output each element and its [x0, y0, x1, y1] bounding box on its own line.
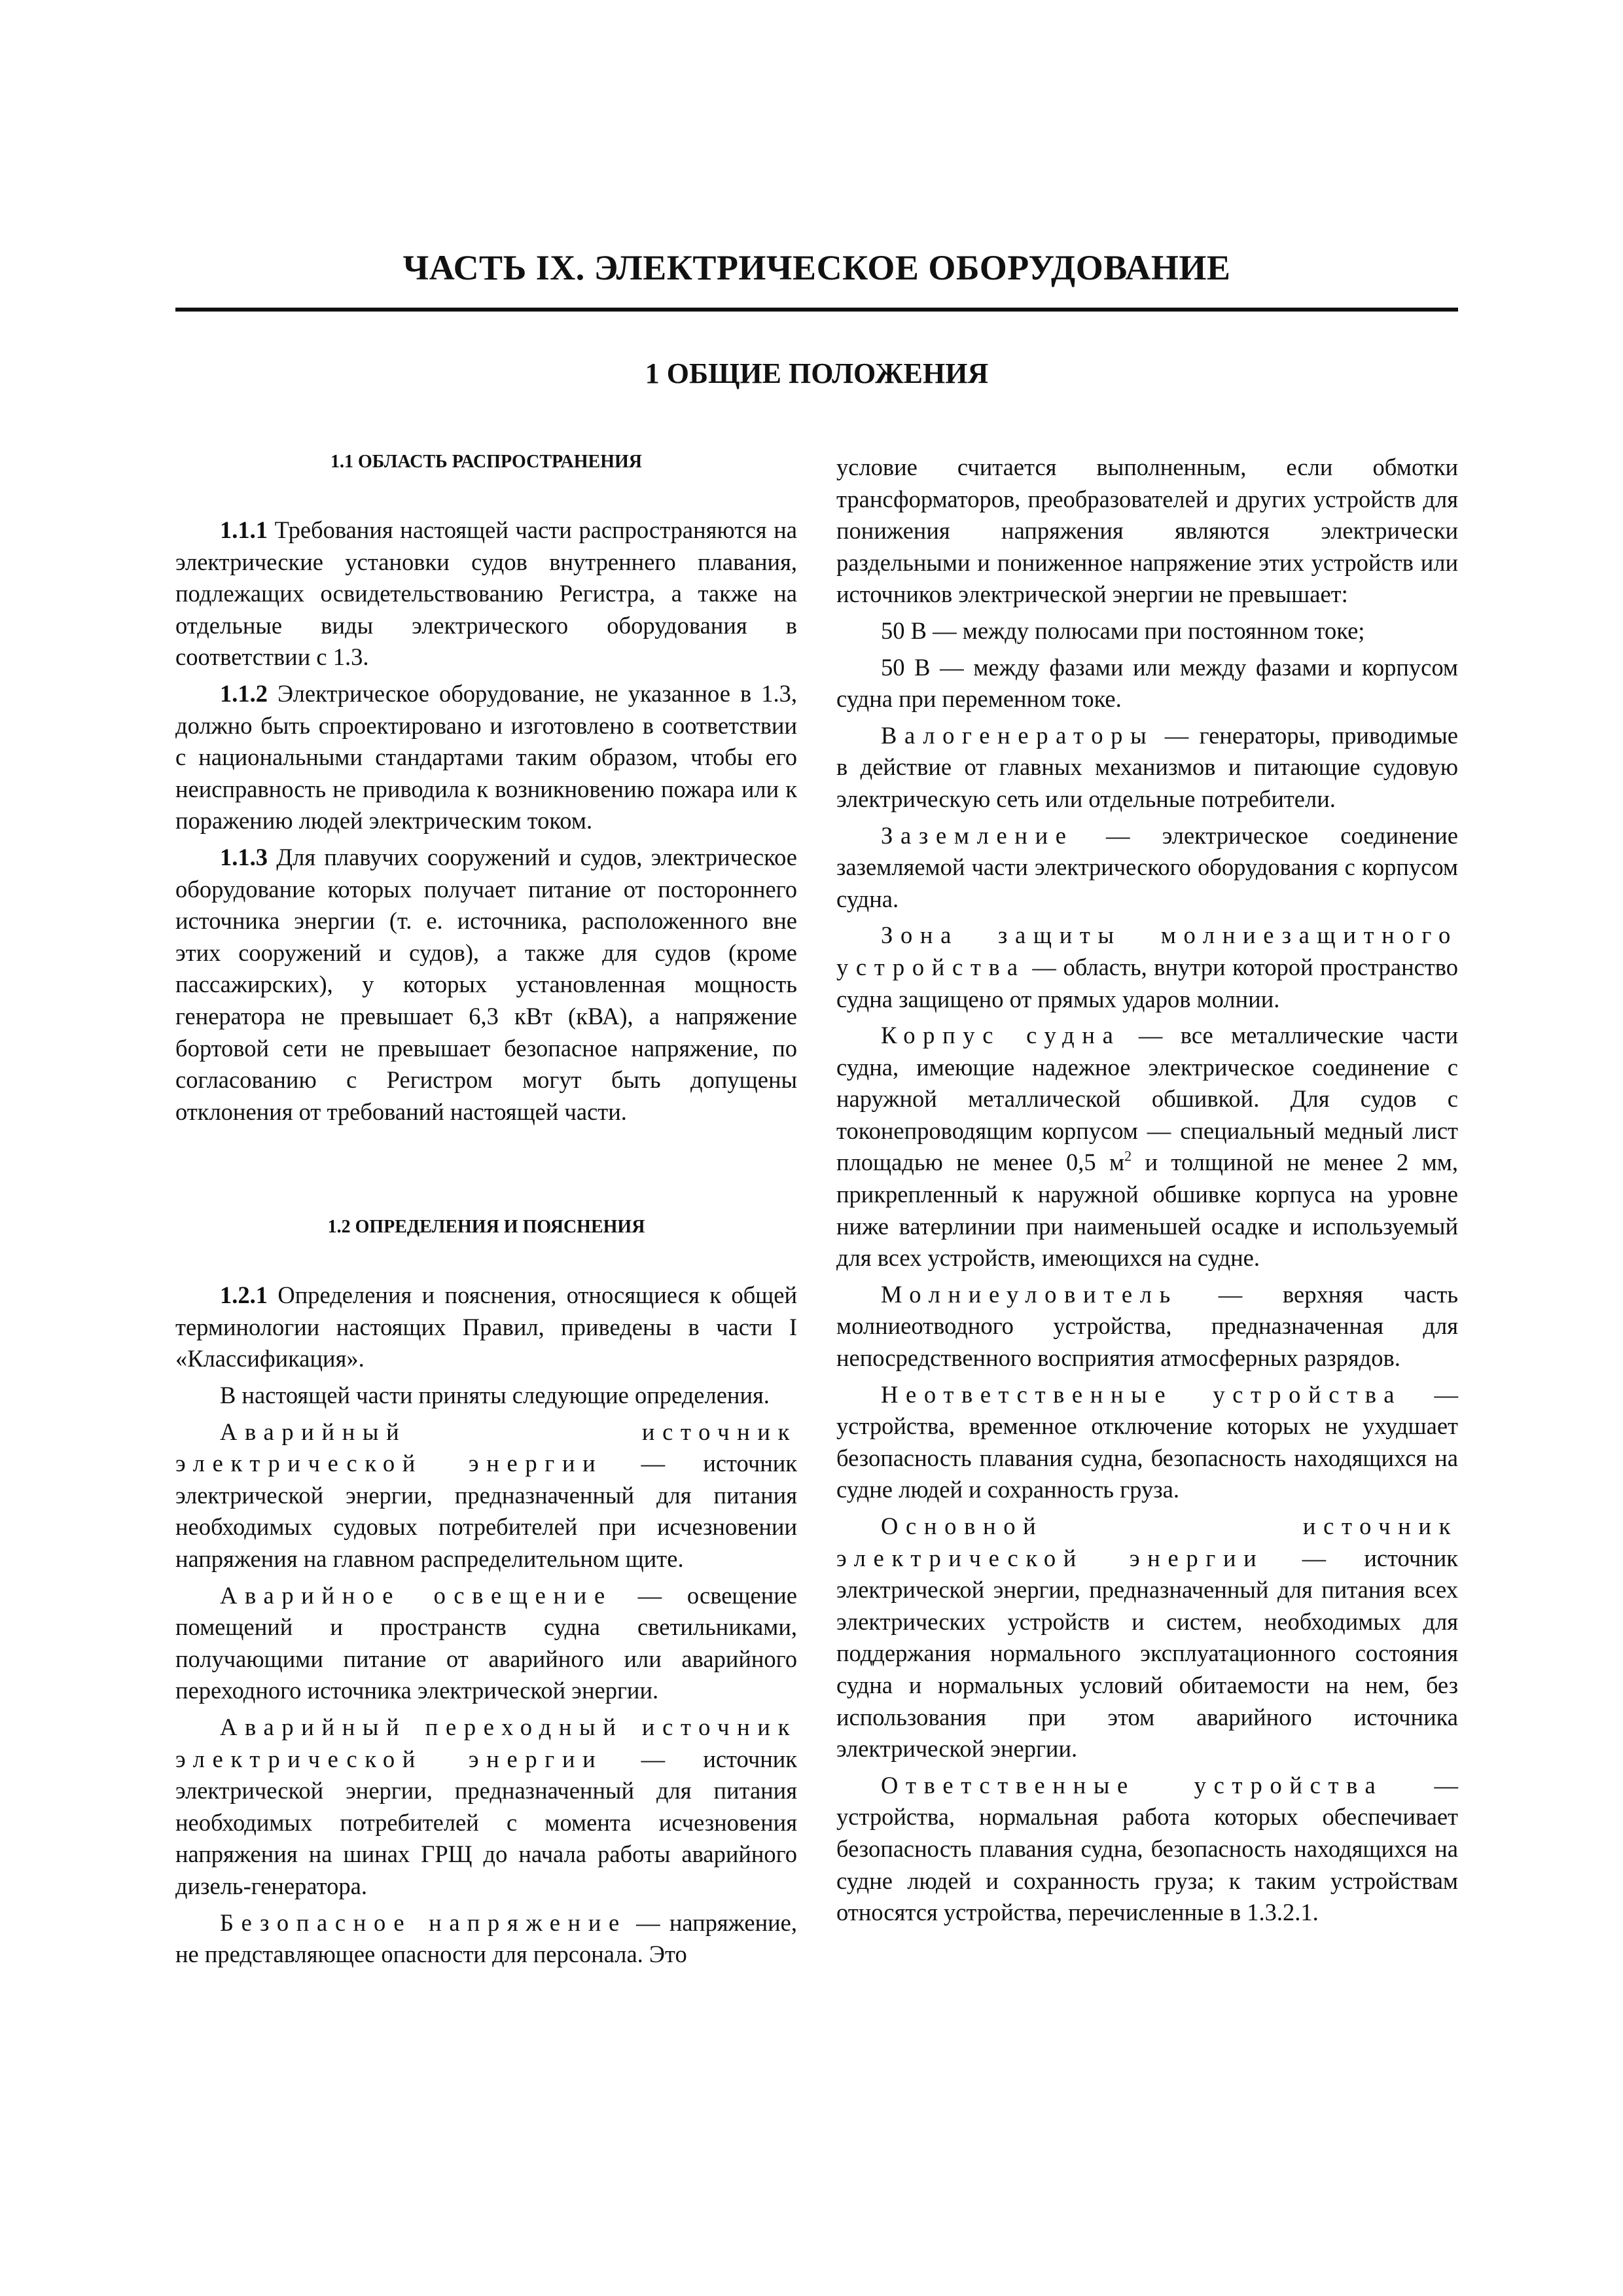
- definition-text: — электрическое соединение заземляемой части электрического оборудования с корпусом судна.: [836, 821, 1458, 912]
- clause-text: Для плавучих сооружений и судов, электрическое оборудование которых получает питание от постороннего источника энергии (т. е. источника, расположенного вне этих сооружений и судов), а также для судов (кроме пассажирских), у которых установленная мощность генератора не превышает 6,3 кВт (кВА), а напряжение бортовой сети не превышает безопасное напряжение, по согласованию с Регистром могут быть допущены отклонения от требований настоящей части.: [175, 843, 797, 1125]
- voltage-item: 50 В — между фазами или между фазами и корпусом судна при переменном токе.: [836, 653, 1458, 713]
- definition-text: — область, внутри которой пространство судна защищено от прямых ударов молнии.: [836, 953, 1458, 1013]
- definition-term: Безопасное напряжение: [220, 1909, 627, 1936]
- clause-text: Электрическое оборудование, не указанное в 1.3, должно быть спроектировано и изготовлено в соответствии с национальными стандартами таким образом, чтобы его неисправность не приводила к возникновению пожара или к поражению людей электрическим током.: [175, 679, 797, 834]
- definition-term: Молниеуловитель: [881, 1280, 1178, 1308]
- definition-item: [836, 920, 1458, 1015]
- definition-item: [836, 720, 1458, 816]
- definition-term: Неответственные устройства: [881, 1380, 1402, 1408]
- definition-text: — генераторы, приводимые в действие от главных механизмов и питающие судовую электрическую сеть или отдельные потребители.: [836, 721, 1458, 812]
- definition-text: — источник электрической энергии, предназначенный для питания необходимых судовых потребителей при исчезновении напряжения на главном распределительном щите.: [175, 1450, 797, 1573]
- voltage-item: 50 В — между полюсами при постоянном токе;: [881, 617, 1365, 644]
- paragraph-1-1-1: [175, 514, 797, 673]
- paragraph-1-1-3: [175, 842, 797, 1128]
- definition-term: Корпус судна: [881, 1022, 1121, 1049]
- definition-item: [175, 1712, 797, 1903]
- definition-text: — устройства, нормальная работа которых обеспечивает безопасность плавания судна, безопасность находящихся на судне людей и сохранность груза; к таким устройствам относятся устройства, перечисленные в 1.3.2.1.: [836, 1771, 1458, 1926]
- left-column: [175, 452, 797, 1971]
- section-heading-definitions: 1.2 ОПРЕДЕЛЕНИЯ И ПОЯСНЕНИЯ: [327, 1217, 645, 1238]
- definition-term: Аварийное освещение: [220, 1581, 613, 1609]
- clause-number: 1.1.2: [220, 679, 268, 707]
- paragraph-definitions-intro: [175, 1380, 797, 1412]
- definition-item: [175, 1580, 797, 1707]
- definition-item: [175, 1907, 797, 1971]
- definition-text: и толщиной не менее 2 мм, прикрепленный к наружной обшивке корпуса на уровне ниже ватерлинии при наименьшей осадке и используемый для всех устройств, имеющихся на судне.: [836, 1149, 1458, 1272]
- definition-item: [836, 1020, 1458, 1274]
- clause-text: Определения и пояснения, относящиеся к общей терминологии настоящих Правил, приведены в части I «Классификация».: [175, 1282, 797, 1372]
- clause-text: В настоящей части приняты следующие определения.: [220, 1382, 770, 1409]
- definition-term: Основной источник электрической энергии: [836, 1513, 1458, 1571]
- clause-number: 1.1.3: [220, 843, 268, 870]
- definition-text: — напряжение, не представляющее опасности для персонала. Это: [175, 1909, 797, 1968]
- section-heading-scope: 1.1 ОБЛАСТЬ РАСПРОСТРАНЕНИЯ: [330, 452, 642, 472]
- definition-term: Заземление: [881, 821, 1074, 849]
- definition-text: — верхняя часть молниеотводного устройства, предназначенная для непосредственного восприятия атмосферных разрядов.: [836, 1280, 1458, 1372]
- definition-text: — источник электрической энергии, предназначенный для питания необходимых потребителей с момента исчезновения напряжения на шинах ГРЩ до начала работы аварийного дизель-генератора.: [175, 1745, 797, 1899]
- definition-item: [836, 1511, 1458, 1765]
- definition-term: Валогенераторы: [881, 721, 1154, 749]
- definition-item: [836, 1379, 1458, 1506]
- part-title: ЧАСТЬ IX. ЭЛЕКТРИЧЕСКОЕ ОБОРУДОВАНИЕ: [402, 248, 1231, 287]
- clause-number: 1.2.1: [220, 1282, 268, 1309]
- superscript: 2: [1124, 1148, 1132, 1165]
- definition-text: — освещение помещений и пространств судна светильниками, получающими питание от аварийного или аварийного переходного источника электрической энергии.: [175, 1581, 797, 1704]
- chapter-title: 1 ОБЩИЕ ПОЛОЖЕНИЯ: [645, 357, 989, 389]
- definition-term: Аварийный переходный источник электрической энергии: [175, 1713, 797, 1772]
- clause-text: Требования настоящей части распространяются на электрические установки судов внутреннего плавания, подлежащих освидетельствованию Регистра, а также на отдельные виды электрического оборудования в соответствии с 1.3.: [175, 516, 797, 671]
- clause-number: 1.1.1: [220, 516, 268, 543]
- definition-text: — устройства, временное отключение которых не ухудшает безопасность плавания судна, безопасность находящихся на судне людей и сохранность груза.: [836, 1380, 1458, 1503]
- right-column: [836, 452, 1458, 1929]
- definition-item: [836, 820, 1458, 916]
- paragraph-1-2-1: [175, 1280, 797, 1375]
- definition-item: [836, 1770, 1458, 1929]
- paragraph-1-1-2: [175, 678, 797, 837]
- definition-text: — источник электрической энергии, предназначенный для питания всех электрических устройств и систем, необходимых для поддержания нормального эксплуатационного состояния судна и нормальных условий обитаемости на нем, без использования при этом аварийного источника электрической энергии.: [836, 1544, 1458, 1763]
- definition-term: Ответственные устройства: [881, 1771, 1383, 1799]
- definition-item: [175, 1416, 797, 1575]
- definition-text: — все металлические части судна, имеющие надежное электрическое соединение с наружной металлической обшивкой. Для судов с токонепроводящим корпусом — специальный медный лист площадью не менее 0,5 м: [836, 1022, 1458, 1176]
- definition-term: Зона защиты молниезащитного устройства: [836, 922, 1458, 980]
- paragraph-continuation: условие считается выполненным, если обмотки трансформаторов, преобразователей и других устройств для понижения напряжения являются электрически раздельными и пониженное напряжение этих устройств или источников электрической энергии не превышает:: [836, 454, 1458, 608]
- definition-term: Аварийный источник электрической энергии: [175, 1418, 797, 1477]
- title-divider: [175, 308, 1458, 312]
- definition-item: [836, 1279, 1458, 1374]
